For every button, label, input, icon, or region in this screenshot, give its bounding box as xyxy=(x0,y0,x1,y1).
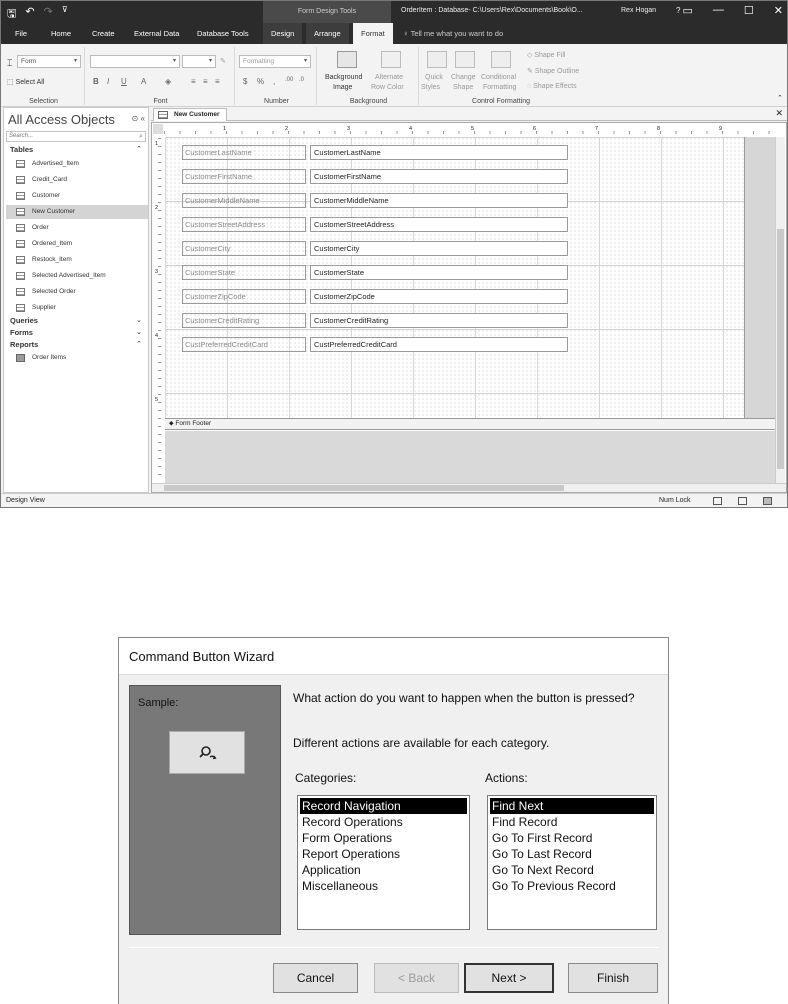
field-label[interactable]: CustomerZipCode xyxy=(182,289,306,304)
bold-button[interactable]: B xyxy=(93,77,99,86)
alternate-row-color-icon[interactable] xyxy=(381,51,401,68)
minimize-button[interactable]: — xyxy=(712,4,724,16)
status-bar xyxy=(1,493,788,508)
object-selector-value: Form xyxy=(21,58,37,65)
save-icon[interactable]: 🖫 xyxy=(7,8,17,20)
field-textbox[interactable]: CustomerCity xyxy=(310,241,568,256)
table-icon xyxy=(16,176,25,184)
cancel-button[interactable]: Cancel xyxy=(273,963,358,993)
collapse-icon: ⌃ xyxy=(136,146,142,153)
nav-table-label: Restock_Item xyxy=(32,256,72,263)
window-title: OrderItem : Database- C:\Users\Rex\Documents\Book\O... xyxy=(401,7,583,14)
tab-home[interactable]: Home xyxy=(51,29,72,38)
nav-table-item[interactable] xyxy=(6,253,148,267)
field-textbox[interactable]: CustomerZipCode xyxy=(310,289,568,304)
ruler-tick-label: 5 xyxy=(155,397,159,403)
customize-qat-icon[interactable]: ⊽ xyxy=(61,5,68,14)
tell-me-box[interactable] xyxy=(403,23,503,44)
scroll-thumb[interactable] xyxy=(777,229,784,469)
nav-table-label: Order xyxy=(32,224,49,231)
field-label[interactable]: CustomerCity xyxy=(182,241,306,256)
group-background xyxy=(319,47,419,105)
nav-table-item[interactable] xyxy=(6,157,148,171)
table-icon xyxy=(16,272,25,280)
layout-view-icon[interactable] xyxy=(738,497,747,505)
field-textbox[interactable]: CustPreferredCreditCard xyxy=(310,337,568,352)
group-number xyxy=(237,47,317,105)
scroll-thumb[interactable] xyxy=(164,485,564,491)
tab-create[interactable]: Create xyxy=(92,29,115,38)
nav-table-item[interactable] xyxy=(6,221,148,235)
categories-listbox[interactable] xyxy=(297,795,470,930)
font-color-button[interactable]: A xyxy=(141,77,147,86)
title-bar xyxy=(1,1,788,23)
sample-label: Sample: xyxy=(138,697,179,709)
field-label[interactable]: CustomerMiddleName xyxy=(182,193,306,208)
group-font xyxy=(87,47,235,105)
horizontal-scrollbar[interactable] xyxy=(152,483,786,492)
quick-styles-icon[interactable] xyxy=(427,51,447,68)
vertical-ruler xyxy=(154,138,163,478)
actions-label: Actions: xyxy=(485,771,528,785)
quick-styles-label-2[interactable]: Styles xyxy=(421,84,441,91)
ruler-tick-label: 3 xyxy=(347,126,351,132)
conditional-formatting-icon[interactable] xyxy=(491,51,511,68)
group-label-font: Font xyxy=(153,98,168,105)
ruler-tick-label: 4 xyxy=(409,126,413,132)
font-size-dropdown[interactable] xyxy=(182,55,216,68)
table-icon xyxy=(16,288,25,296)
fill-color-icon[interactable]: ◈ xyxy=(165,77,172,86)
detail-section-grid[interactable] xyxy=(165,137,745,418)
expand-icon: ⌄ xyxy=(136,329,142,336)
background-image-label[interactable]: Background xyxy=(325,74,363,81)
tab-arrange[interactable]: Arrange xyxy=(306,23,349,44)
action-option[interactable]: Go To Last Record xyxy=(492,847,592,861)
chevron-down-icon: ▾ xyxy=(73,58,77,64)
field-textbox[interactable]: CustomerLastName xyxy=(310,145,568,160)
category-option[interactable]: Application xyxy=(302,863,361,877)
nav-table-label: Selected Advertised_Item xyxy=(32,272,106,279)
percent-button[interactable]: % xyxy=(257,77,265,86)
tab-file[interactable]: File xyxy=(15,29,28,38)
footer-icon: ⬥ xyxy=(169,420,176,427)
document-tab-label: New Customer xyxy=(174,111,220,118)
field-textbox[interactable]: CustomerStreetAddress xyxy=(310,217,568,232)
ruler-tick-label: 2 xyxy=(285,126,289,132)
table-icon xyxy=(16,224,25,232)
shutter-bar-icon[interactable]: « xyxy=(140,114,145,123)
ruler-tick-label: 2 xyxy=(155,205,159,211)
background-image-icon[interactable] xyxy=(337,51,357,68)
nav-table-item[interactable] xyxy=(6,205,148,219)
currency-button[interactable]: $ xyxy=(243,77,248,86)
form-background-area xyxy=(745,137,776,418)
search-icon: ⌕ xyxy=(139,133,143,140)
help-button[interactable]: ? xyxy=(676,6,681,15)
categories-label: Categories: xyxy=(295,771,357,785)
category-option[interactable]: Record Operations xyxy=(302,815,403,829)
nav-table-item[interactable] xyxy=(6,269,148,283)
ruler-tick-label: 4 xyxy=(155,333,159,339)
nav-table-item[interactable] xyxy=(6,237,148,251)
form-footer-area xyxy=(165,431,776,483)
align-left-icon[interactable]: ≡ xyxy=(191,77,196,86)
action-option[interactable]: Go To First Record xyxy=(492,831,593,845)
close-document-icon[interactable]: ✕ xyxy=(775,108,783,118)
tab-format[interactable]: Format xyxy=(353,23,393,44)
next-button[interactable]: Next > xyxy=(464,963,554,993)
quick-styles-label[interactable]: Quick xyxy=(425,74,443,81)
search-input[interactable] xyxy=(6,131,146,142)
decrease-decimal-icon[interactable]: .0 xyxy=(299,77,305,83)
tab-external-data[interactable]: External Data xyxy=(134,29,180,38)
collapse-ribbon-icon[interactable]: ⌃ xyxy=(777,95,783,102)
align-right-icon[interactable]: ≡ xyxy=(215,77,220,86)
finish-button[interactable]: Finish xyxy=(568,963,658,993)
collapse-icon: ⌃ xyxy=(136,341,142,348)
shape-outline-label: Shape Outline xyxy=(534,68,580,75)
field-textbox[interactable]: CustomerCreditRating xyxy=(310,313,568,328)
select-all-label: Select All xyxy=(15,79,45,86)
nav-table-label: Supplier xyxy=(32,304,56,311)
action-option[interactable]: Go To Previous Record xyxy=(492,879,616,893)
table-icon xyxy=(16,192,25,200)
field-textbox[interactable]: CustomerState xyxy=(310,265,568,280)
group-label-background: Background xyxy=(349,98,388,105)
window-controls xyxy=(683,4,784,17)
restore-ribbon-button[interactable]: ▭ xyxy=(682,5,693,17)
format-dropdown-placeholder: Formatting xyxy=(243,58,275,65)
chevron-down-icon: ▾ xyxy=(208,58,212,64)
sample-panel xyxy=(129,685,281,935)
quick-access-toolbar xyxy=(7,5,68,24)
nav-table-label: Advertised_Item xyxy=(32,160,79,167)
ruler-tick-label: 8 xyxy=(657,126,661,132)
table-icon xyxy=(16,208,25,216)
field-label[interactable]: CustPreferredCreditCard xyxy=(182,337,306,352)
table-icon xyxy=(16,240,25,248)
nav-title[interactable]: All Access Objects xyxy=(8,112,115,127)
form-icon xyxy=(158,111,168,119)
conditional-formatting-label[interactable]: Conditional xyxy=(481,74,517,81)
redo-icon[interactable]: ↷ xyxy=(43,6,53,18)
category-option[interactable]: Report Operations xyxy=(302,847,401,861)
expand-icon: ⌄ xyxy=(136,317,142,324)
group-control-formatting xyxy=(421,47,599,105)
command-button-wizard xyxy=(118,637,669,1004)
change-shape-label-2[interactable]: Shape xyxy=(453,84,474,91)
category-option[interactable]: Form Operations xyxy=(302,831,393,845)
maximize-button[interactable]: ☐ xyxy=(743,5,754,17)
field-label[interactable]: CustomerFirstName xyxy=(182,169,306,184)
nav-menu-icon[interactable]: ⊙ xyxy=(131,114,139,123)
undo-icon[interactable]: ↶ xyxy=(25,6,35,18)
nav-table-label: Customer xyxy=(32,192,61,199)
report-item-label: Order Items xyxy=(32,354,67,361)
shape-effects-button[interactable] xyxy=(527,83,577,90)
tell-me-text: Tell me what you want to do xyxy=(410,29,504,38)
nav-table-item[interactable] xyxy=(6,285,148,299)
wizard-title: Command Button Wizard xyxy=(129,649,275,664)
form-footer-bar[interactable] xyxy=(165,418,776,430)
wizard-note: Different actions are available for each category. xyxy=(293,736,550,750)
tab-database-tools[interactable]: Database Tools xyxy=(197,29,249,38)
italic-button[interactable]: I xyxy=(107,77,110,86)
chevron-down-icon: ▾ xyxy=(303,58,307,64)
category-option[interactable]: Record Navigation xyxy=(300,798,467,814)
section-label: Reports xyxy=(10,340,39,349)
report-icon xyxy=(16,354,25,362)
shape-fill-button[interactable] xyxy=(527,51,565,59)
num-lock-indicator: Num Lock xyxy=(659,497,691,504)
document-tab-bar xyxy=(151,107,787,121)
group-label-control-formatting: Control Formatting xyxy=(472,98,530,105)
nav-table-item[interactable] xyxy=(6,301,148,315)
wizard-question: What action do you want to happen when the button is pressed? xyxy=(293,691,635,705)
user-name[interactable]: Rex Hogan xyxy=(621,7,657,14)
font-name-dropdown[interactable] xyxy=(90,55,180,68)
horizontal-ruler xyxy=(164,125,776,134)
ruler-tick-label: 3 xyxy=(155,269,159,275)
search-placeholder: Search... xyxy=(9,133,34,139)
action-option[interactable]: Find Next xyxy=(490,798,654,814)
find-next-icon xyxy=(198,743,218,763)
conditional-formatting-label-2[interactable]: Formatting xyxy=(483,84,517,91)
change-shape-icon[interactable] xyxy=(455,51,475,68)
change-shape-label[interactable]: Change xyxy=(451,74,476,81)
field-label[interactable]: CustomerCreditRating xyxy=(182,313,306,328)
ruler-tick-label: 7 xyxy=(595,126,599,132)
nav-pane-controls xyxy=(132,114,145,123)
view-status: Design View xyxy=(6,497,45,504)
close-button[interactable]: ✕ xyxy=(773,5,783,17)
nav-section-tables[interactable] xyxy=(10,145,142,154)
design-view-icon[interactable] xyxy=(763,497,772,505)
align-center-icon[interactable]: ≡ xyxy=(203,77,208,86)
field-textbox[interactable]: CustomerFirstName xyxy=(310,169,568,184)
group-selection xyxy=(3,47,85,105)
ribbon-tabs xyxy=(1,23,788,44)
document-tab-new-customer[interactable] xyxy=(153,108,227,121)
object-selector-dropdown[interactable] xyxy=(17,55,81,68)
vertical-scrollbar[interactable] xyxy=(775,137,785,483)
nav-table-label: Selected Order xyxy=(32,288,76,295)
nav-section-reports[interactable] xyxy=(10,340,142,349)
section-label: Queries xyxy=(10,316,38,325)
shape-fill-icon: ◇ xyxy=(527,52,535,59)
form-design-surface xyxy=(151,122,787,493)
nav-section-queries[interactable] xyxy=(10,316,142,325)
chevron-down-icon: ▾ xyxy=(172,58,176,64)
form-view-icon[interactable] xyxy=(713,497,722,505)
nav-table-label: Credit_Card xyxy=(32,176,68,183)
tab-design[interactable]: Design xyxy=(263,23,302,44)
format-dropdown[interactable] xyxy=(239,55,311,68)
table-icon xyxy=(16,160,25,168)
ruler-tick-label: 1 xyxy=(155,141,159,147)
ruler-corner[interactable] xyxy=(153,124,163,134)
shape-fill-label: Shape Fill xyxy=(534,52,566,59)
nav-table-label: Ordered_Item xyxy=(32,240,73,247)
shape-outline-icon: ✎ xyxy=(527,68,535,75)
select-all-button[interactable] xyxy=(7,78,44,86)
category-option[interactable]: Miscellaneous xyxy=(302,879,379,893)
sample-button-preview xyxy=(169,731,245,774)
wizard-separator xyxy=(129,947,659,948)
group-label-number: Number xyxy=(264,98,289,105)
nav-table-item[interactable] xyxy=(6,173,148,187)
action-option[interactable]: Find Record xyxy=(492,815,558,829)
comma-button[interactable]: , xyxy=(273,77,276,86)
nav-table-item[interactable] xyxy=(6,189,148,203)
format-painter-icon[interactable]: ✎ xyxy=(220,58,226,65)
shape-effects-label: Shape Effects xyxy=(533,83,577,90)
field-textbox[interactable]: CustomerMiddleName xyxy=(310,193,568,208)
ruler-tick-label: 6 xyxy=(533,126,537,132)
ruler-tick-label: 9 xyxy=(719,126,723,132)
underline-button[interactable]: U xyxy=(121,77,127,86)
nav-table-label: New Customer xyxy=(32,208,75,215)
ruler-tick-label: 5 xyxy=(471,126,475,132)
shape-effects-icon: ◌ xyxy=(527,83,534,90)
alternate-row-color-label[interactable]: Alternate xyxy=(375,74,404,81)
background-image-label-2[interactable]: Image xyxy=(333,84,353,91)
context-tab-group-label: Form Design Tools xyxy=(263,1,391,23)
form-footer-label: Form Footer xyxy=(175,420,212,427)
lightbulb-icon: ♀ xyxy=(403,29,411,38)
report-item[interactable] xyxy=(6,351,148,365)
action-option[interactable]: Go To Next Record xyxy=(492,863,594,877)
ruler-tick-label: 1 xyxy=(223,126,227,132)
field-label[interactable]: CustomerState xyxy=(182,265,306,280)
increase-decimal-icon[interactable]: .00 xyxy=(285,77,294,83)
field-label[interactable]: CustomerLastName xyxy=(182,145,306,160)
back-button[interactable]: < Back xyxy=(374,963,459,993)
table-icon xyxy=(16,256,25,264)
select-all-icon: ⬚ xyxy=(7,79,16,86)
shape-outline-button[interactable] xyxy=(527,67,579,75)
field-label[interactable]: CustomerStreetAddress xyxy=(182,217,306,232)
table-icon xyxy=(16,304,25,312)
ribbon xyxy=(1,44,788,107)
section-label: Forms xyxy=(10,328,33,337)
selector-icon: ⌶ xyxy=(7,58,13,68)
navigation-pane xyxy=(3,107,149,493)
wizard-body xyxy=(119,674,668,1004)
section-label: Tables xyxy=(10,145,34,154)
group-label-selection: Selection xyxy=(29,98,58,105)
alternate-row-color-label-2[interactable]: Row Color xyxy=(371,84,404,91)
actions-listbox[interactable] xyxy=(487,795,657,930)
nav-section-forms[interactable] xyxy=(10,328,142,337)
